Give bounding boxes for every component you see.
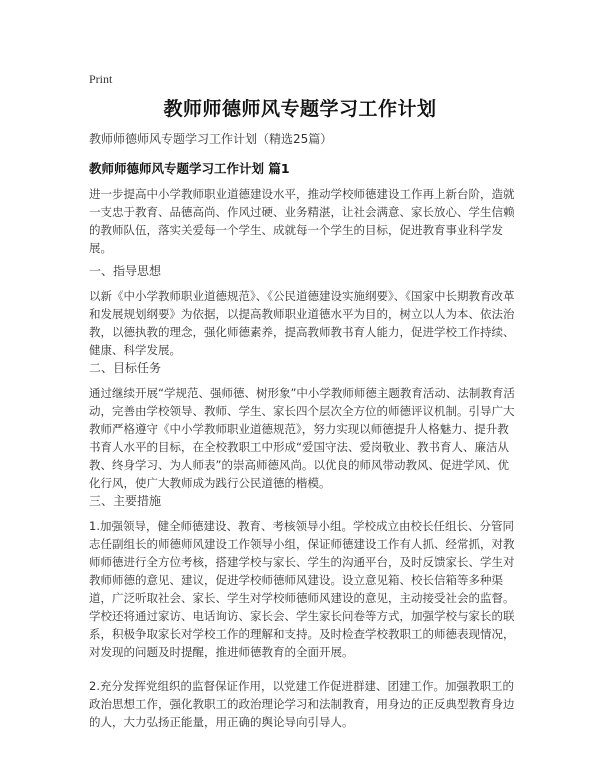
- section-title: 教师师德师风专题学习工作计划 篇1: [89, 161, 290, 176]
- heading-measures: 三、主要措施: [89, 494, 162, 508]
- heading-goals: 二、目标任务: [89, 361, 162, 375]
- paragraph-guiding-ideology: 以新《中小学教师职业道德规范》、《公民道德建设实施纲要》、《国家中长期教育改革和发展规划纲要》为依据，以提高教师职业道德水平为目的，树立以人为本、依法治教，以德执教的理念，强化师德素养，提高教师教书育人能力，促进学校工作持续、健康、科学发展。: [89, 289, 515, 357]
- paragraph-goals: 通过继续开展“学规范、强师德、树形象”中小学教师师德主题教育活动、法制教育活动，完善由学校领导、教师、学生、家长四个层次全方位的师德评议机制。引导广大教师严格遵守《中小学教师职业道德规范》，努力实现以师德提升人格魅力、提升教书育人水平的目标，在全校教职工中形成“爱国守法、爱岗敬业、教书育人、廉洁从教、终身学习、为人师表”的崇高师德风尚。以优良的师风带动教风、促进学风、优化行风，使广大教师成为践行公民道德的楷模。: [89, 386, 515, 490]
- paragraph-measure-1: 1.加强领导，健全师德建设、教育、考核领导小组。学校成立由校长任组长、分管同志任副组长的师德师风建设工作领导小组，保证师德建设工作有人抓、经常抓，对教师师德进行全方位考核，搭建学校与家长、学生的沟通平台，及时反馈家长、学生对教师师德的意见、建议，促进学校师德师风建设。设立意见箱、校长信箱等多种渠道，广泛听取社会、家长、学生对学校师德师风建设的意见，主动接受社会的监督。学校还将通过家访、电话询访、家长会、学生家长问卷等方式，加强学校与家长的联系，积极争取家长对学校工作的理解和支持。及时检查学校教职工的师德表现情况，对发现的问题及时提醒，推进师德教育的全面开展。: [89, 519, 515, 659]
- document-subtitle: 教师师德师风专题学习工作计划（精选25篇）: [89, 132, 333, 146]
- print-link[interactable]: Print: [89, 72, 113, 86]
- document-title: 教师师德师风专题学习工作计划: [163, 98, 437, 120]
- intro-paragraph: 进一步提高中小学教师职业道德建设水平，推动学校师德建设工作再上新台阶，造就一支忠于教育、品德高尚、作风过硬、业务精湛，让社会满意、家长放心、学生信赖的教师队伍，落实关爱每一个学生、成就每一个学生的目标，促进教育事业科学发展。: [89, 187, 515, 255]
- paragraph-measure-2: 2.充分发挥党组织的监督保证作用，以党建工作促进群建、团建工作。加强教职工的政治思想工作，强化教职工的政治理论学习和法制教育，用身边的正反典型教育身边的人，大力弘扬正能量，用正确的舆论导向引导人。: [89, 679, 515, 729]
- heading-guiding-ideology: 一、指导思想: [89, 264, 162, 278]
